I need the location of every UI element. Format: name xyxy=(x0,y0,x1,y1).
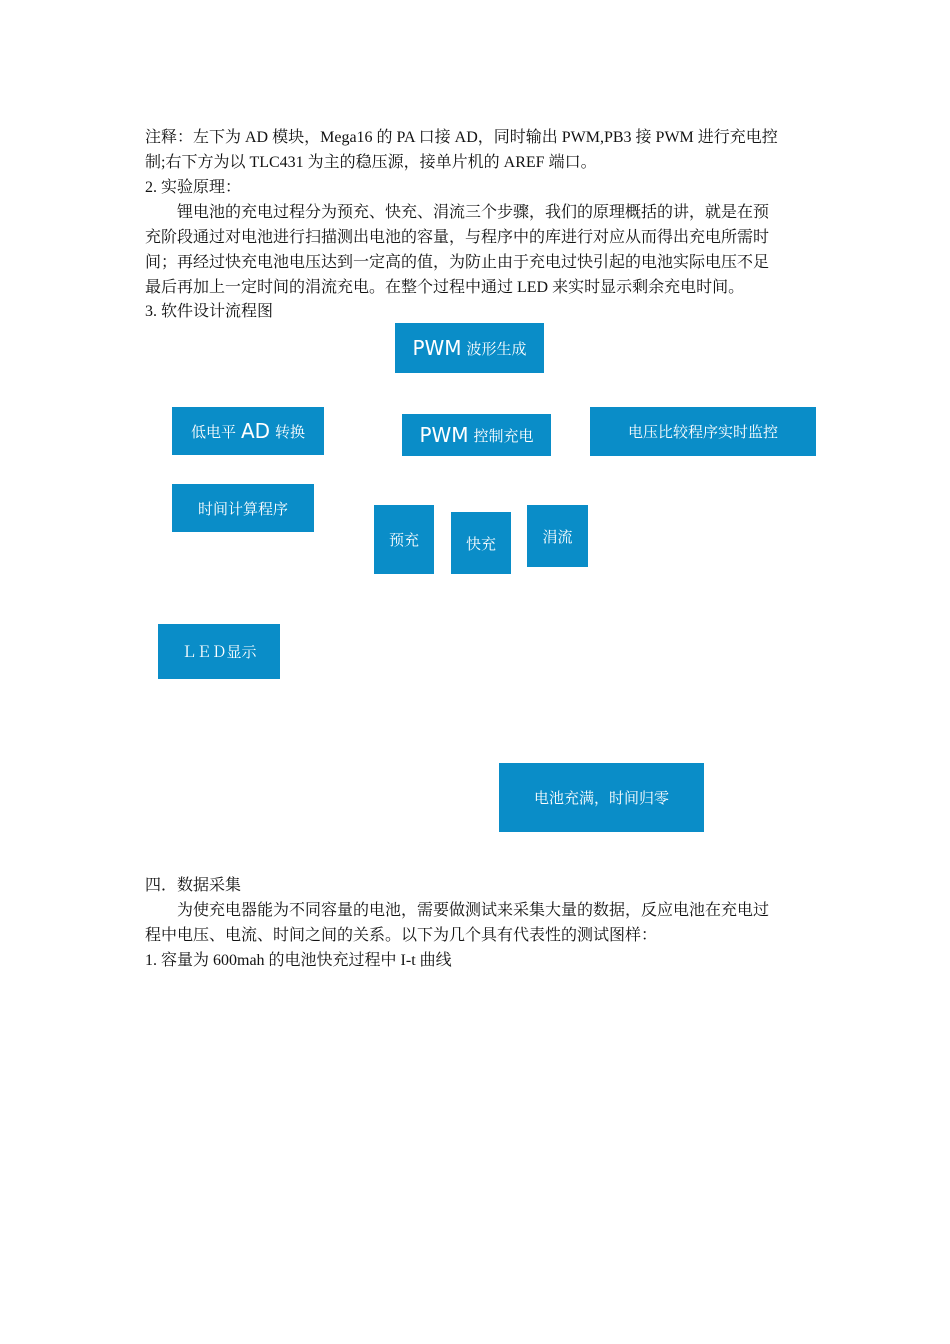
pwm-waveform-box xyxy=(395,323,544,373)
precharge-box xyxy=(374,505,434,574)
principle-line-2: 充阶段通过对电池进行扫描测出电池的容量，与程序中的库进行对应从而得出充电所需时 xyxy=(145,229,770,246)
section-4-heading: 四．数据采集 xyxy=(145,877,242,894)
ad-conversion-box xyxy=(172,407,324,455)
principle-line-4: 最后再加上一定时间的涓流充电。在整个过程中通过 LED 来实时显示剩余充电时间。 xyxy=(145,279,745,296)
trickle-box xyxy=(527,505,588,567)
time-calc-box xyxy=(172,484,314,532)
fastcharge-label: 快充 xyxy=(465,534,496,553)
note-line-2: 制;右下方为以 TLC431 为主的稳压源，接单片机的 AREF 端口。 xyxy=(145,154,597,171)
led-display-label: ＬＥＤ显示 xyxy=(181,643,257,661)
ad-conversion-mid: AD xyxy=(240,419,271,443)
pwm-waveform-prefix: PWM xyxy=(412,336,462,360)
precharge-label: 预充 xyxy=(388,531,419,549)
ad-conversion-prefix: 低电平 xyxy=(190,422,236,441)
section-3-heading: 3. 软件设计流程图 xyxy=(145,303,274,320)
pwm-control-box xyxy=(402,414,551,456)
full-reset-label: 电池充满，时间归零 xyxy=(533,789,669,807)
ad-conversion-suffix: 转换 xyxy=(275,422,306,441)
pwm-waveform-suffix: 波形生成 xyxy=(466,339,527,358)
note-line-1: 注释：左下为 AD 模块，Mega16 的 PA 口接 AD，同时输出 PWM,PB3 接 PWM 进行充电控 xyxy=(145,129,778,146)
data-line-2: 程中电压、电流、时间之间的关系。以下为几个具有代表性的测试图样： xyxy=(145,927,658,944)
pwm-control-suffix: 控制充电 xyxy=(473,426,534,445)
curve-heading: 1. 容量为 600mah 的电池快充过程中 I-t 曲线 xyxy=(145,952,452,969)
full-reset-box xyxy=(499,763,704,832)
fastcharge-box xyxy=(451,512,511,574)
principle-line-3: 间；再经过快充电池电压达到一定高的值，为防止由于充电过快引起的电池实际电压不足 xyxy=(145,254,770,271)
led-display-box xyxy=(158,624,280,679)
section-2-heading: 2. 实验原理： xyxy=(145,179,242,196)
time-calc-label: 时间计算程序 xyxy=(197,499,288,518)
principle-line-1: 锂电池的充电过程分为预充、快充、涓流三个步骤，我们的原理概括的讲，就是在预 xyxy=(177,204,770,221)
pwm-control-prefix: PWM xyxy=(419,423,469,447)
data-line-1: 为使充电器能为不同容量的电池，需要做测试来采集大量的数据，反应电池在充电过 xyxy=(177,902,770,919)
voltage-monitor-label: 电压比较程序实时监控 xyxy=(627,423,778,441)
trickle-label: 涓流 xyxy=(542,527,573,546)
voltage-monitor-box xyxy=(590,407,816,456)
